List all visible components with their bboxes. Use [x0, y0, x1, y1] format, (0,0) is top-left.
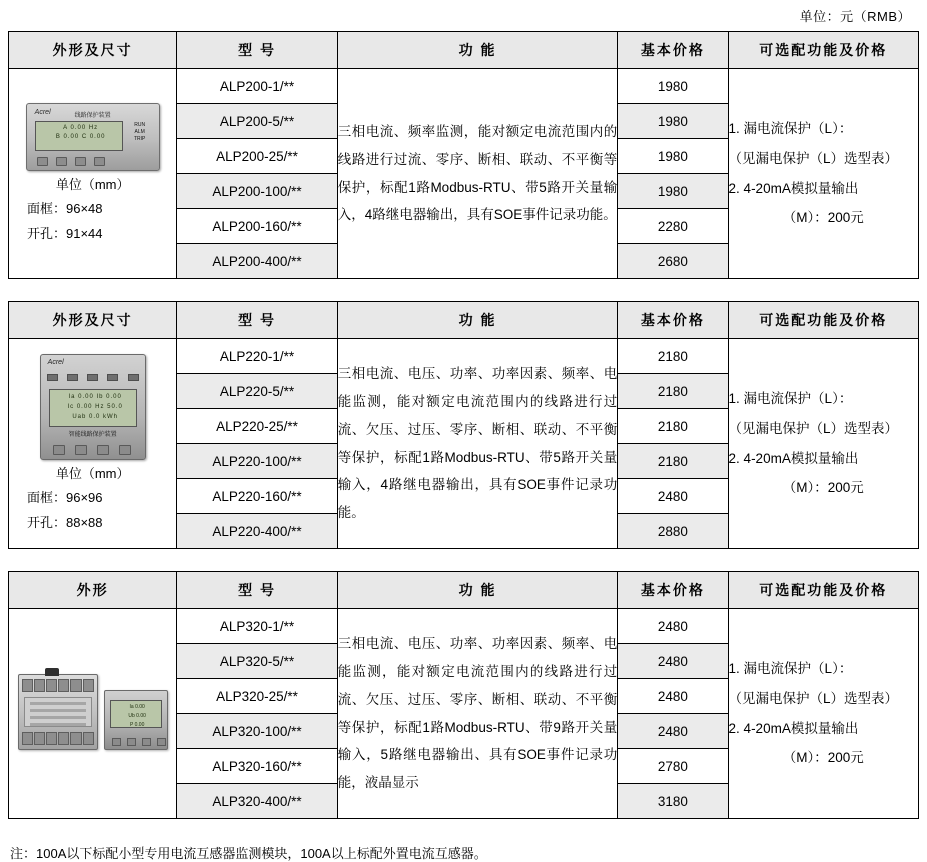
option-line: 1. 漏电流保护（L）： [728, 121, 853, 137]
price-cell: 2180 [618, 409, 728, 444]
price-cell: 2680 [618, 244, 728, 279]
header-dimension: 外形及尺寸 [9, 32, 177, 69]
price-cell: 2480 [618, 679, 728, 714]
header-option: 可选配功能及价格 [728, 302, 918, 339]
option-line: 2. 4-20mA模拟量输出 [728, 450, 859, 466]
model-cell: ALP220-25/** [177, 409, 337, 444]
table-header-row [9, 572, 919, 609]
model-cell: ALP320-25/** [177, 679, 337, 714]
model-cell: ALP200-400/** [177, 244, 337, 279]
option-line: 2. 4-20mA模拟量输出 [728, 180, 859, 196]
price-cell: 2480 [618, 609, 728, 644]
dimension-cutout: 开孔：88×88 [27, 514, 103, 530]
header-price: 基本价格 [618, 32, 728, 69]
model-cell: ALP320-1/** [177, 609, 337, 644]
table-row [9, 339, 919, 374]
dimension-unit-label: 单位（mm） [55, 466, 130, 482]
footnote: 注：100A以下标配小型专用电流互感器监测模块，100A以上标配外置电流互感器。 [10, 846, 487, 861]
dimension-unit-label: 单位（mm） [55, 177, 130, 193]
option-line: （见漏电保护（L）选型表） [728, 150, 899, 166]
option-cell [728, 339, 918, 549]
header-price: 基本价格 [618, 572, 728, 609]
table-row [9, 69, 919, 104]
price-cell: 2180 [618, 339, 728, 374]
price-cell: 2280 [618, 209, 728, 244]
price-cell: 3180 [618, 784, 728, 819]
model-cell: ALP320-400/** [177, 784, 337, 819]
header-price: 基本价格 [618, 302, 728, 339]
dimension-cell [9, 609, 177, 819]
price-cell: 2180 [618, 444, 728, 479]
alp320-din-module-and-display-icon: Ia 0.00 Ub 0.00 P 0.00 [9, 674, 176, 750]
table-row [9, 609, 919, 644]
dimension-cutout: 开孔：91×44 [27, 225, 103, 241]
price-cell: 2180 [618, 374, 728, 409]
option-line: 1. 漏电流保护（L）： [728, 661, 853, 677]
option-line: （M）：200元 [782, 210, 864, 226]
dimension-panel: 面框：96×96 [27, 490, 103, 506]
function-cell: 三相电流、电压、功率、功率因素、频率、电能监测，能对额定电流范围内的线路进行过流、欠压、过压、零序、断相、联动、不平衡等保护，标配1路Modbus-RTU、带5路开关量输入，4路继电器输出，具有SOE事件记录功能。 [337, 339, 618, 549]
spec-table-alp220 [8, 301, 919, 549]
price-cell: 2480 [618, 714, 728, 749]
option-line: 1. 漏电流保护（L）： [728, 391, 853, 407]
header-model: 型 号 [177, 302, 337, 339]
model-cell: ALP220-100/** [177, 444, 337, 479]
price-cell: 2480 [618, 644, 728, 679]
price-cell: 2780 [618, 749, 728, 784]
model-cell: ALP200-5/** [177, 104, 337, 139]
header-function: 功 能 [337, 572, 618, 609]
header-model: 型 号 [177, 572, 337, 609]
model-cell: ALP220-1/** [177, 339, 337, 374]
function-cell: 三相电流、频率监测，能对额定电流范围内的线路进行过流、零序、断相、联动、不平衡等保护，标配1路Modbus-RTU、带5路开关量输入，4路继电器输出，具有SOE事件记录功能。 [337, 69, 618, 279]
model-cell: ALP320-5/** [177, 644, 337, 679]
option-line: （M）：200元 [782, 480, 864, 496]
model-cell: ALP200-1/** [177, 69, 337, 104]
price-cell: 1980 [618, 139, 728, 174]
function-cell: 三相电流、电压、功率、功率因素、频率、电能监测，能对额定电流范围内的线路进行过流、欠压、过压、零序、断相、联动、不平衡等保护，标配1路Modbus-RTU、带9路开关量输入，5路继电器输出、具有SOE事件记录功能，液晶显示 [337, 609, 618, 819]
option-line: 2. 4-20mA模拟量输出 [728, 720, 859, 736]
model-cell: ALP320-100/** [177, 714, 337, 749]
header-dimension: 外形及尺寸 [9, 302, 177, 339]
option-cell [728, 69, 918, 279]
price-cell: 1980 [618, 69, 728, 104]
header-dimension: 外形 [9, 572, 177, 609]
option-line: （M）：200元 [782, 750, 864, 766]
alp200-panel-meter-icon: Acrel 线路保护装置 A 0.00 Hz B 0.00 C 0.00 RUN ALM TRIP [9, 103, 176, 171]
dimension-panel: 面框：96×48 [27, 201, 103, 217]
header-option: 可选配功能及价格 [728, 32, 918, 69]
header-model: 型 号 [177, 32, 337, 69]
price-cell: 2480 [618, 479, 728, 514]
dimension-cell [9, 339, 177, 549]
header-function: 功 能 [337, 302, 618, 339]
header-function: 功 能 [337, 32, 618, 69]
price-cell: 2880 [618, 514, 728, 549]
option-line: （见漏电保护（L）选型表） [728, 420, 899, 436]
price-cell: 1980 [618, 104, 728, 139]
model-cell: ALP320-160/** [177, 749, 337, 784]
spec-table-alp200 [8, 31, 919, 279]
header-option: 可选配功能及价格 [728, 572, 918, 609]
spec-table-alp320 [8, 571, 919, 819]
unit-note: 单位：元（RMB） [799, 9, 911, 24]
alp220-panel-meter-icon: Acrel Ia 0.00 Ib 0.00 Ic 0.00 Hz 50.0 Uab 0.0 kWh 智能线路保护装置 [9, 354, 176, 460]
model-cell: ALP200-100/** [177, 174, 337, 209]
model-cell: ALP220-5/** [177, 374, 337, 409]
dimension-cell [9, 69, 177, 279]
price-cell: 1980 [618, 174, 728, 209]
model-cell: ALP220-400/** [177, 514, 337, 549]
option-cell [728, 609, 918, 819]
option-line: （见漏电保护（L）选型表） [728, 690, 899, 706]
table-header-row [9, 32, 919, 69]
model-cell: ALP200-25/** [177, 139, 337, 174]
table-header-row [9, 302, 919, 339]
model-cell: ALP200-160/** [177, 209, 337, 244]
model-cell: ALP220-160/** [177, 479, 337, 514]
